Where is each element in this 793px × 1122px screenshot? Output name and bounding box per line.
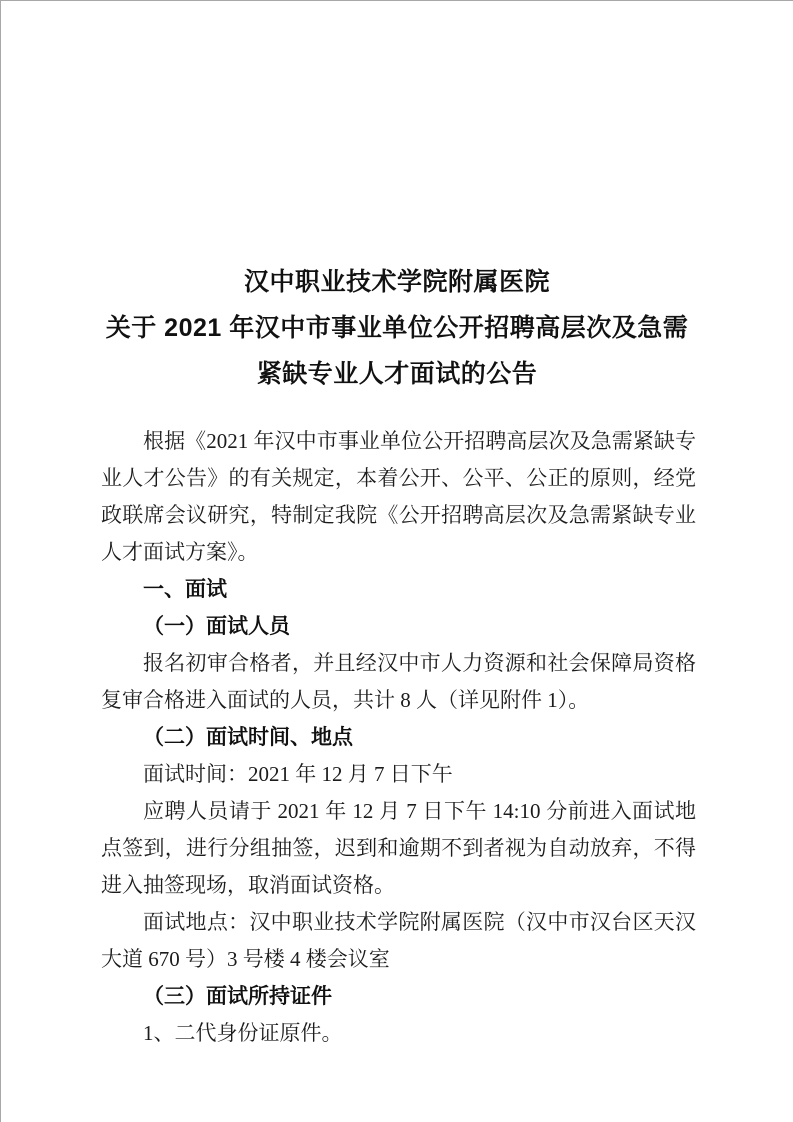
section-heading: （三）面试所持证件 <box>143 985 332 1008</box>
paragraph: 根据《2021 年汉中市事业单位公开招聘高层次及急需紧缺专业人才公告》的有关规定，本着公开、公平、公正的原则，经党政联席会议研究，特制定我院《公开招聘高层次及急需紧缺专业人才面试方案》。 <box>101 429 696 564</box>
document-title-line: 紧缺专业人才面试的公告 <box>256 360 538 388</box>
document-body <box>101 423 696 1052</box>
document-title-line: 汉中职业技术学院附属医院 <box>243 268 550 296</box>
paragraph: 报名初审合格者，并且经汉中市人力资源和社会保障局资格复审合格进入面试的人员，共计 8 人（详见附件 1）。 <box>101 651 696 712</box>
section-heading: （二）面试时间、地点 <box>143 726 353 749</box>
document-title <box>1 259 793 397</box>
paragraph: 面试时间：2021 年 12 月 7 日下午 <box>143 762 453 786</box>
paragraph: 应聘人员请于 2021 年 12 月 7 日下午 14:10 分前进入面试地点签到，进行分组抽签，迟到和逾期不到者视为自动放弃，不得进入抽签现场，取消面试资格。 <box>101 799 696 897</box>
section-heading: 一、面试 <box>143 578 227 601</box>
section-heading: （一）面试人员 <box>143 615 290 638</box>
document-title-line: 关于 2021 年汉中市事业单位公开招聘高层次及急需 <box>105 314 689 342</box>
paragraph: 面试地点：汉中职业技术学院附属医院（汉中市汉台区天汉大道 670 号）3 号楼 4 楼会议室 <box>101 910 696 971</box>
paragraph: 1、二代身份证原件。 <box>143 1021 343 1045</box>
